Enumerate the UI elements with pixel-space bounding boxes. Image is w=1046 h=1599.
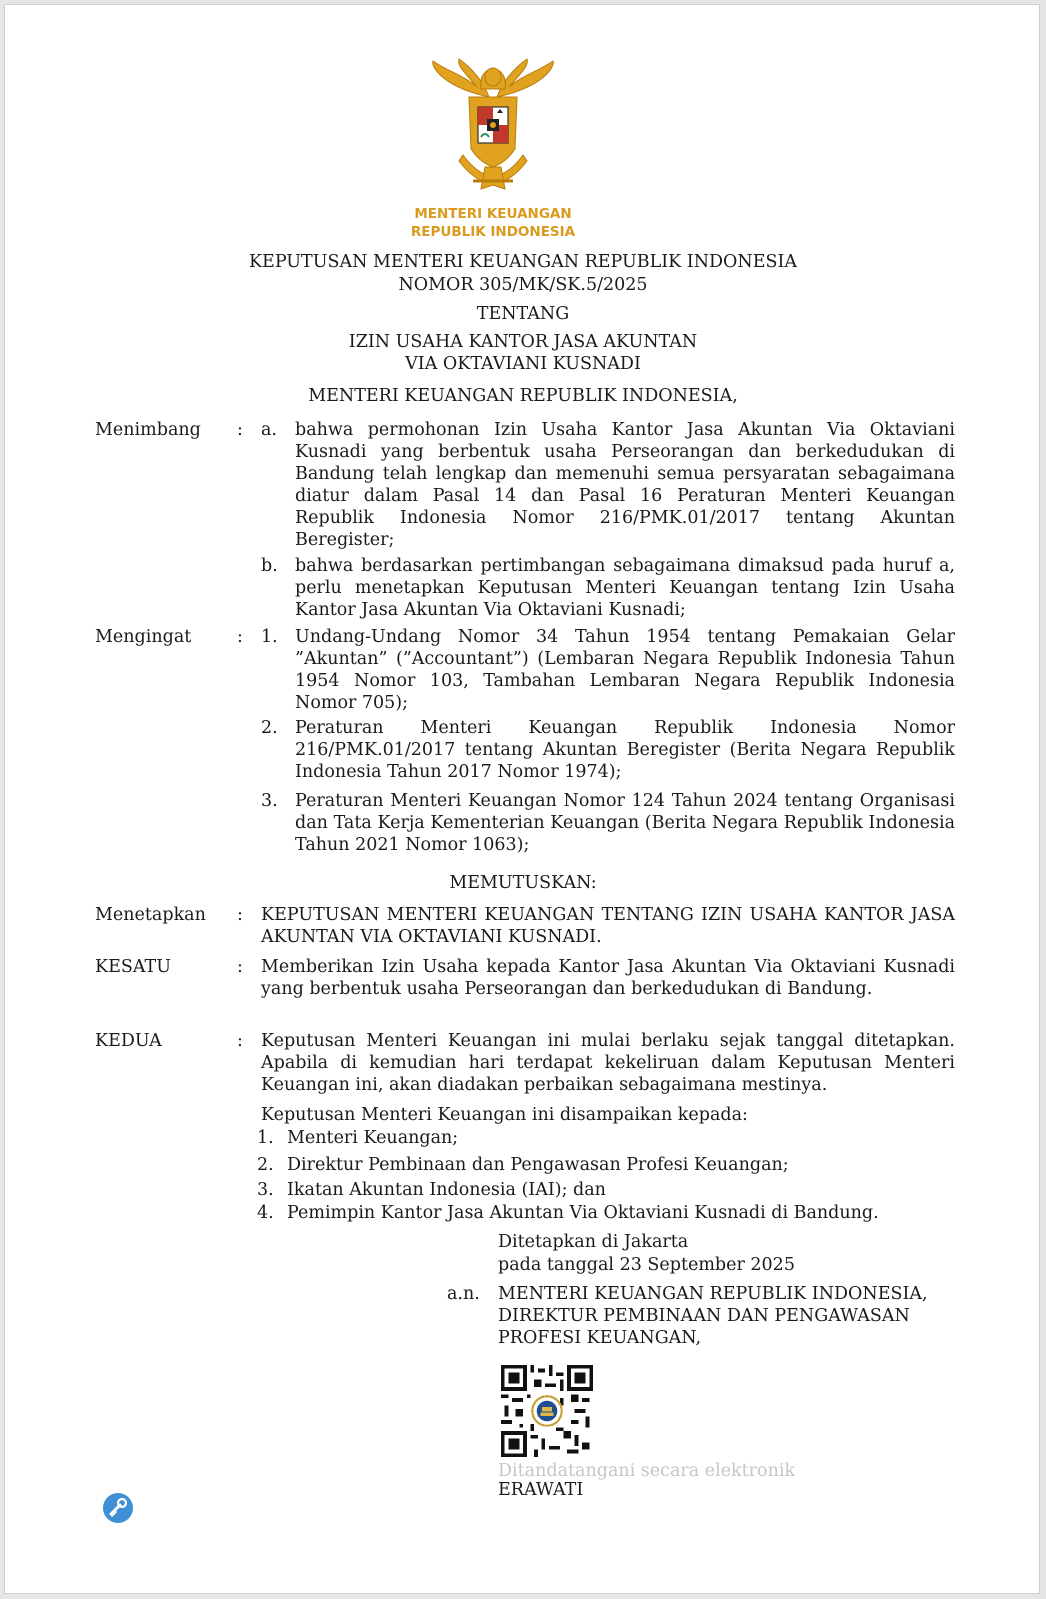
mengingat-label: Mengingat xyxy=(95,627,192,647)
mengingat-item-2: Peraturan Menteri Keuangan Republik Indonesia Nomor 216/PMK.01/2017 tentang Akuntan Beregister (Berita Negara Republik Indonesia Tahun 2017 Nomor 1974); xyxy=(295,718,955,782)
mengingat-marker-2: 2. xyxy=(261,718,278,738)
issuer: MENTERI KEUANGAN REPUBLIK INDONESIA, xyxy=(308,386,738,406)
distribution-item-4: Pemimpin Kantor Jasa Akuntan Via Oktaviani Kusnadi di Bandung. xyxy=(287,1203,879,1223)
kedua-label: KEDUA xyxy=(95,1031,162,1051)
kesatu-text: Memberikan Izin Usaha kepada Kantor Jasa Akuntan Via Oktaviani Kusnadi yang berbentuk usaha Perseorangan dan berkedudukan di Bandung. xyxy=(261,957,955,999)
decree-title: KEPUTUSAN MENTERI KEUANGAN REPUBLIK INDONESIA xyxy=(248,252,798,272)
signature-place: Ditetapkan di Jakarta xyxy=(498,1232,689,1252)
distribution-marker-1: 1. xyxy=(257,1128,274,1148)
menimbang-item-b: bahwa berdasarkan pertimbangan sebagaimana dimaksud pada huruf a, perlu menetapkan Keputusan Menteri Keuangan tentang Izin Usaha Kantor Jasa Akuntan Via Oktaviani Kusnadi; xyxy=(295,556,955,620)
ministry-line1: MENTERI KEUANGAN xyxy=(414,206,572,222)
menimbang-marker-a: a. xyxy=(261,420,277,440)
mengingat-item-3: Peraturan Menteri Keuangan Nomor 124 Tahun 2024 tentang Organisasi dan Tata Kerja Kementerian Keuangan (Berita Negara Republik Indonesia Tahun 2021 Nomor 1063); xyxy=(295,791,955,855)
menimbang-item-a: bahwa permohonan Izin Usaha Kantor Jasa Akuntan Via Oktaviani Kusnadi yang berbentuk usaha Perseorangan dan berkedudukan di Bandung telah lengkap dan memenuhi semua persyaratan sebagaimana diatur dalam Pasal 14 dan Pasal 16 Peraturan Menteri Keuangan Republik Indonesia Nomor 216/PMK.01/2017 tentang Akuntan Beregister; xyxy=(295,420,955,550)
kedua-text: Keputusan Menteri Keuangan ini mulai berlaku sejak tanggal ditetapkan. Apabila di kemudian hari terdapat kekeliruan dalam Keputusan Menteri Keuangan ini, akan diadakan perbaikan sebagaimana mestinya. xyxy=(261,1031,955,1095)
memutuskan-heading: MEMUTUSKAN: xyxy=(449,873,597,893)
distribution-marker-3: 3. xyxy=(257,1180,274,1200)
subject-line1: IZIN USAHA KANTOR JASA AKUNTAN xyxy=(348,332,698,352)
menetapkan-text: KEPUTUSAN MENTERI KEUANGAN TENTANG IZIN USAHA KANTOR JASA AKUNTAN VIA OKTAVIANI KUSNADI. xyxy=(261,905,955,947)
distribution-item-1: Menteri Keuangan; xyxy=(287,1128,459,1148)
ministry-line2: REPUBLIK INDONESIA xyxy=(410,224,576,240)
distribution-item-2: Direktur Pembinaan dan Pengawasan Profesi Keuangan; xyxy=(287,1155,789,1175)
menetapkan-colon: : xyxy=(237,905,243,925)
mengingat-marker-1: 1. xyxy=(261,627,278,647)
signature-line3: PROFESI KEUANGAN, xyxy=(498,1328,702,1348)
menimbang-marker-b: b. xyxy=(261,556,278,576)
mengingat-marker-3: 3. xyxy=(261,791,278,811)
signature-line1: MENTERI KEUANGAN REPUBLIK INDONESIA, xyxy=(498,1284,928,1304)
blue-seal-icon xyxy=(101,1491,135,1525)
signature-line2: DIREKTUR PEMBINAAN DAN PENGAWASAN xyxy=(498,1306,910,1326)
kesatu-colon: : xyxy=(237,957,243,977)
signature-date: pada tanggal 23 September 2025 xyxy=(498,1255,795,1275)
signer-name: ERAWATI xyxy=(498,1480,584,1500)
kedua-colon: : xyxy=(237,1031,243,1051)
mengingat-colon: : xyxy=(237,627,243,647)
document-page xyxy=(4,4,1040,1594)
garuda-emblem-icon xyxy=(423,57,563,199)
menetapkan-label: Menetapkan xyxy=(95,905,206,925)
about-label: TENTANG xyxy=(476,304,570,324)
electronic-signature-note: Ditandatangani secara elektronik xyxy=(498,1461,796,1481)
qr-code-icon xyxy=(501,1365,593,1457)
menimbang-colon: : xyxy=(237,420,243,440)
distribution-marker-2: 2. xyxy=(257,1155,274,1175)
signature-an: a.n. xyxy=(447,1284,480,1304)
menimbang-label: Menimbang xyxy=(95,420,201,440)
mengingat-item-1: Undang-Undang Nomor 34 Tahun 1954 tentang Pemakaian Gelar ”Akuntan” (”Accountant”) (Lembaran Negara Republik Indonesia Tahun 1954 Nomor 103, Tambahan Lembaran Negara Republik Indonesia Nomor 705); xyxy=(295,627,955,713)
decree-number: NOMOR 305/MK/SK.5/2025 xyxy=(398,275,648,295)
distribution-marker-4: 4. xyxy=(257,1203,274,1223)
subject-line2: VIA OKTAVIANI KUSNADI xyxy=(405,354,641,374)
distribution-intro: Keputusan Menteri Keuangan ini disampaikan kepada: xyxy=(261,1105,748,1125)
distribution-item-3: Ikatan Akuntan Indonesia (IAI); dan xyxy=(287,1180,606,1200)
kesatu-label: KESATU xyxy=(95,957,171,977)
